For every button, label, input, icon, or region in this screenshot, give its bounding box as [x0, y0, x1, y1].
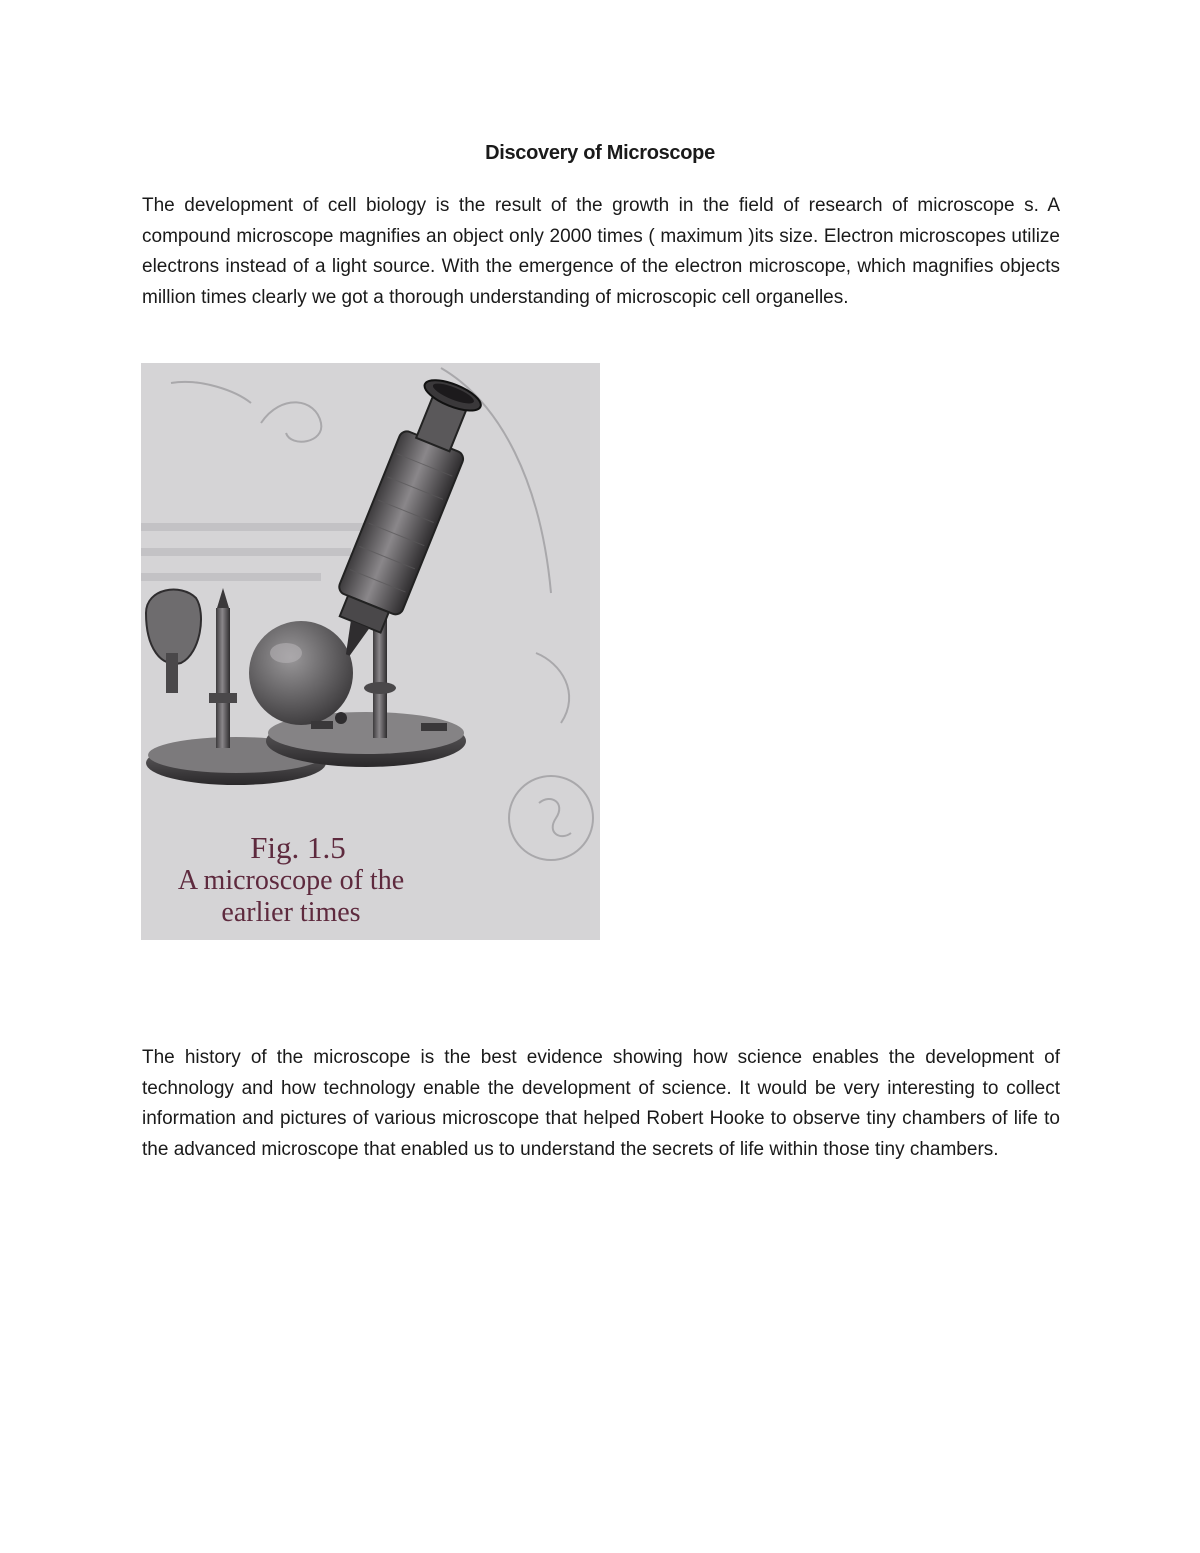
figure-caption-line-2: earlier times	[221, 897, 361, 928]
bleed-through-text	[141, 523, 371, 581]
page-title: Discovery of Microscope	[485, 142, 715, 164]
figure-label: Fig. 1.5	[250, 830, 346, 865]
paragraph-intro: The development of cell biology is the result of the growth in the field of research of microscope s. A compound microscope magnifies an object only 2000 times ( maximum )its size. Electron microscopes utilize electrons instead of a light source. With the emergence of the electron microscope, which magnifies objects million times clearly we got a thorough understanding of microscopic cell organelles.	[142, 195, 1060, 308]
paragraph-history: The history of the microscope is the best evidence showing how science enables the development of technology and how technology enable the development of science. It would be very interesting to collect information and pictures of various microscope that helped Robert Hooke to observe tiny chambers of life to the advanced microscope that enabled us to understand the secrets of life within those tiny chambers.	[142, 1047, 1060, 1160]
figure-caption-line-1: A microscope of the	[177, 865, 405, 896]
figure-caption	[141, 831, 441, 929]
figure-microscope-photo	[141, 363, 600, 940]
